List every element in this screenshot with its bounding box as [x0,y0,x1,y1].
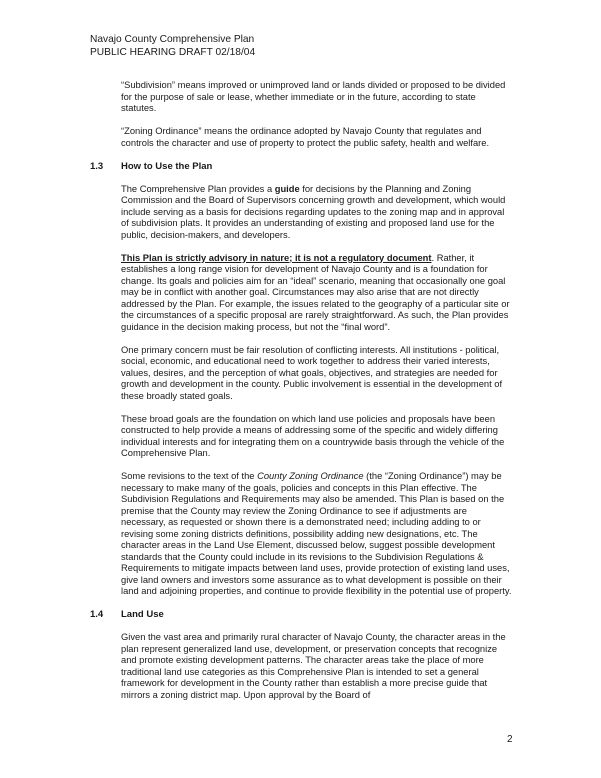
document-header [90,34,255,59]
paragraph-revisions [121,471,513,598]
emphasis-advisory: This Plan is strictly advisory in nature; it is not a regulatory document [121,252,432,263]
header-draft-label: PUBLIC HEARING DRAFT 02/18/04 [90,46,256,58]
definition-zoning-ordinance: “Zoning Ordinance” means the ordinance adopted by Navajo County that regulates and controls the character and use of property to protect the public safety, health and welfare. [121,126,490,148]
emphasis-guide: guide [274,183,300,194]
paragraph-text: for decisions by the Planning and Zoning Commission and the Board of Supervisors concerning growth and development, which would include serving as a basis for decisions regarding updates to the zoning map and in approval of subdivision plats. It provides an understanding of existing and proposed land use for the public, decision-makers, and developers. [121,183,506,240]
emphasis-ordinance-title: County Zoning Ordinance [257,471,364,481]
paragraph-broad-goals: These broad goals are the foundation on which land use policies and proposals have been constructed to help provide a means of addressing some of the specific and widely differing individual interests and for integrating them on a countrywide basis through the vehicle of the Comprehensive Plan. [121,413,505,458]
paragraph-guide [121,184,513,242]
paragraph-text: . Rather, it establishes a long range vision for development of Navajo County and is a foundation for change. Its goals and policies aim for an “ideal” scenario, meaning that occasionally one goal may be in conflict with another goal. Circumstances may also arise that are not directly addressed by the Plan. For example, the issues related to the geography of a particular site or the circumstances of a specific proposal are rarely straightforward. As such, the Plan provides guidance in the decision making process, but not the “final word”. [121,252,510,332]
paragraph-text: (the “Zoning Ordinance”) may be necessary to make many of the goals, policies and concepts in this Plan effective. The Subdivision Regulations and Requirements may also be amended. This Plan is based on the premise that the County may review the Zoning Ordinance to see if adjustments are necessary, as requested or shown there is a demonstrated need; including adding to or revising some zoning districts definitions, possibility adding new designations, etc. The character areas in the Land Use Element, discussed below, suggest possible development standards that the County could include in its revisions to the Subdivision Regulations & Requirements to mitigate impacts between land uses, provide protection of existing land uses, give land owners and investors some assurance as to what development is possible on their land and adjoining properties, and continue to provide flexibility in the potential use of property. [121,471,512,596]
paragraph-advisory [121,253,513,334]
section-number: 1.4 [90,609,104,620]
definition-subdivision: “Subdivision” means improved or unimproved land or lands divided or proposed to be divided for the purpose of sale or lease, whether immediate or in the future, according to state statutes. [121,80,506,113]
section-heading-1-3 [90,160,513,173]
page-number: 2 [507,734,513,745]
paragraph-conflicting-interests: One primary concern must be fair resolution of conflicting interests. All institutions - political, social, economic, and educational need to work together to address their varied interests, values, desires, and the perception of what goals, objectives, and strategies are needed for growth and development in the county. Public involvement is essential in the development of these broadly stated goals. [121,344,503,401]
section-title: How to Use the Plan [121,160,213,172]
section-number: 1.3 [90,160,104,172]
paragraph-land-use: Given the vast area and primarily rural character of Navajo County, the character areas in the plan represent generalized land use, development, or preservation concepts that recognize and promote existing development patterns. The character areas take the place of more traditional land use categories as this Comprehensive Plan is intended to set a general framework for development in the County rather than establish a more precise guide that mirrors a zoning district map. Upon approval by the Board of [121,632,506,700]
paragraph-text: The Comprehensive Plan provides a [121,183,275,194]
page-body [90,80,513,713]
section-title: Land Use [121,609,164,620]
section-heading-1-4 [90,609,513,621]
header-plan-title: Navajo County Comprehensive Plan [90,34,255,45]
paragraph-text: Some revisions to the text of the [121,471,258,481]
